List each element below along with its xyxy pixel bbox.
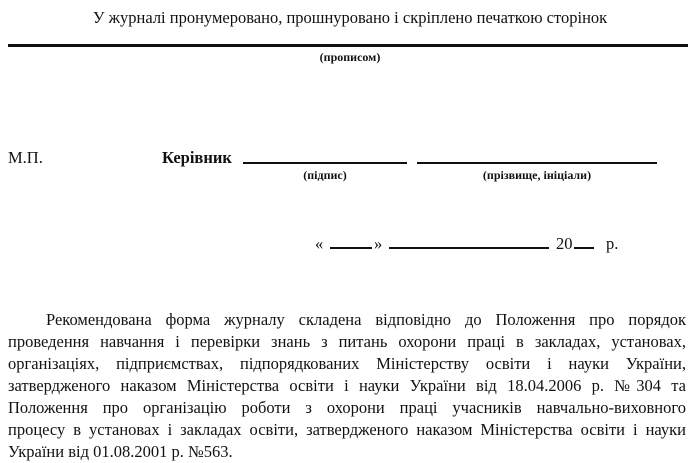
- note-line: затвердженого наказом Міністерства освіти і науки України від 18.04.2006 р. №304 та: [8, 376, 686, 395]
- page-count-heading: У журналі пронумеровано, прошнуровано і скріплено печаткою сторінок: [92, 8, 608, 27]
- page-count-caption: (прописом): [319, 50, 381, 64]
- name-line: [417, 162, 657, 164]
- note-line: України від 01.08.2001 р. №563.: [8, 442, 233, 461]
- note-line: організаціях, підприємствах, підпорядкованих Міністерству освіти і науки України,: [8, 354, 686, 373]
- head-label: Керівник: [162, 148, 232, 167]
- date-month-line: [389, 247, 549, 249]
- date-quote-open: «: [315, 234, 324, 253]
- note-line: проведення навчання і перевірки знань з питань охорони праці в закладах, установах,: [8, 332, 686, 351]
- signature-line: [243, 162, 407, 164]
- note-line: Рекомендована форма журналу складена відповідно до Положення про порядок: [46, 310, 686, 329]
- date-year-prefix: 20: [556, 234, 573, 253]
- date-year-line: [574, 247, 594, 249]
- signature-caption: (підпис): [303, 168, 347, 182]
- note-line: Положення про організацію роботи з охорони праці учасників навчально-виховного: [8, 398, 686, 417]
- seal-place-label: М.П.: [8, 148, 43, 167]
- note-line: процесу в установах і закладах освіти, затвердженого наказом Міністерства освіти і науки: [8, 420, 686, 439]
- date-year-suffix: р.: [606, 234, 619, 253]
- date-day-line: [330, 247, 372, 249]
- page-count-line: [8, 44, 688, 47]
- name-caption: (прізвище, ініціали): [482, 168, 592, 182]
- recommendation-note: [8, 309, 686, 463]
- date-quote-close: »: [374, 234, 383, 253]
